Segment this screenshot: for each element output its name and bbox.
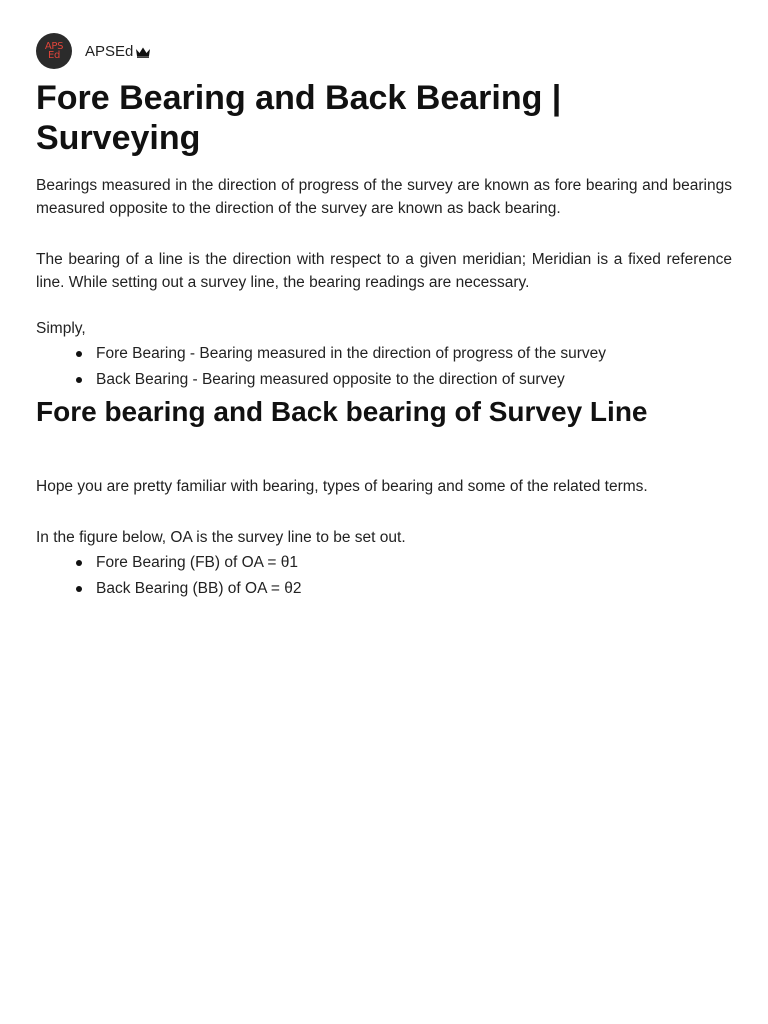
list-item: Back Bearing (BB) of OA = θ2 xyxy=(96,576,768,602)
page-title: Fore Bearing and Back Bearing | Surveying xyxy=(36,79,562,157)
section-heading: Fore bearing and Back bearing of Survey Line xyxy=(36,396,648,427)
avatar[interactable] xyxy=(36,33,72,69)
avatar-line-2: Ed xyxy=(47,50,61,61)
crown-icon xyxy=(135,46,151,58)
list-item: Fore Bearing (FB) of OA = θ1 xyxy=(96,550,768,576)
paragraph-bearing-definition: The bearing of a line is the direction with respect to a given meridian; Meridian is a fixed reference line. While setting out a survey line, the bearing readings are necessary. xyxy=(36,251,732,291)
paragraph-simply: Simply, xyxy=(36,320,86,337)
paragraph-fore-back-definition: Bearings measured in the direction of progress of the survey are known as fore bearing and bearings measured opposite to the direction of the survey are known as back bearing. xyxy=(36,177,732,217)
list-item: Fore Bearing - Bearing measured in the direction of progress of the survey xyxy=(96,341,768,367)
author-byline[interactable] xyxy=(36,33,151,69)
bearing-values-list xyxy=(36,550,768,602)
list-item: Back Bearing - Bearing measured opposite to the direction of survey xyxy=(96,367,768,393)
paragraph-figure-intro: In the figure below, OA is the survey line to be set out. xyxy=(36,529,406,546)
definition-list xyxy=(36,341,768,393)
author-name[interactable]: APSEd xyxy=(85,42,134,60)
avatar-line-1: APS xyxy=(44,41,64,52)
paragraph-familiar: Hope you are pretty familiar with bearing, types of bearing and some of the related terms. xyxy=(36,478,648,495)
